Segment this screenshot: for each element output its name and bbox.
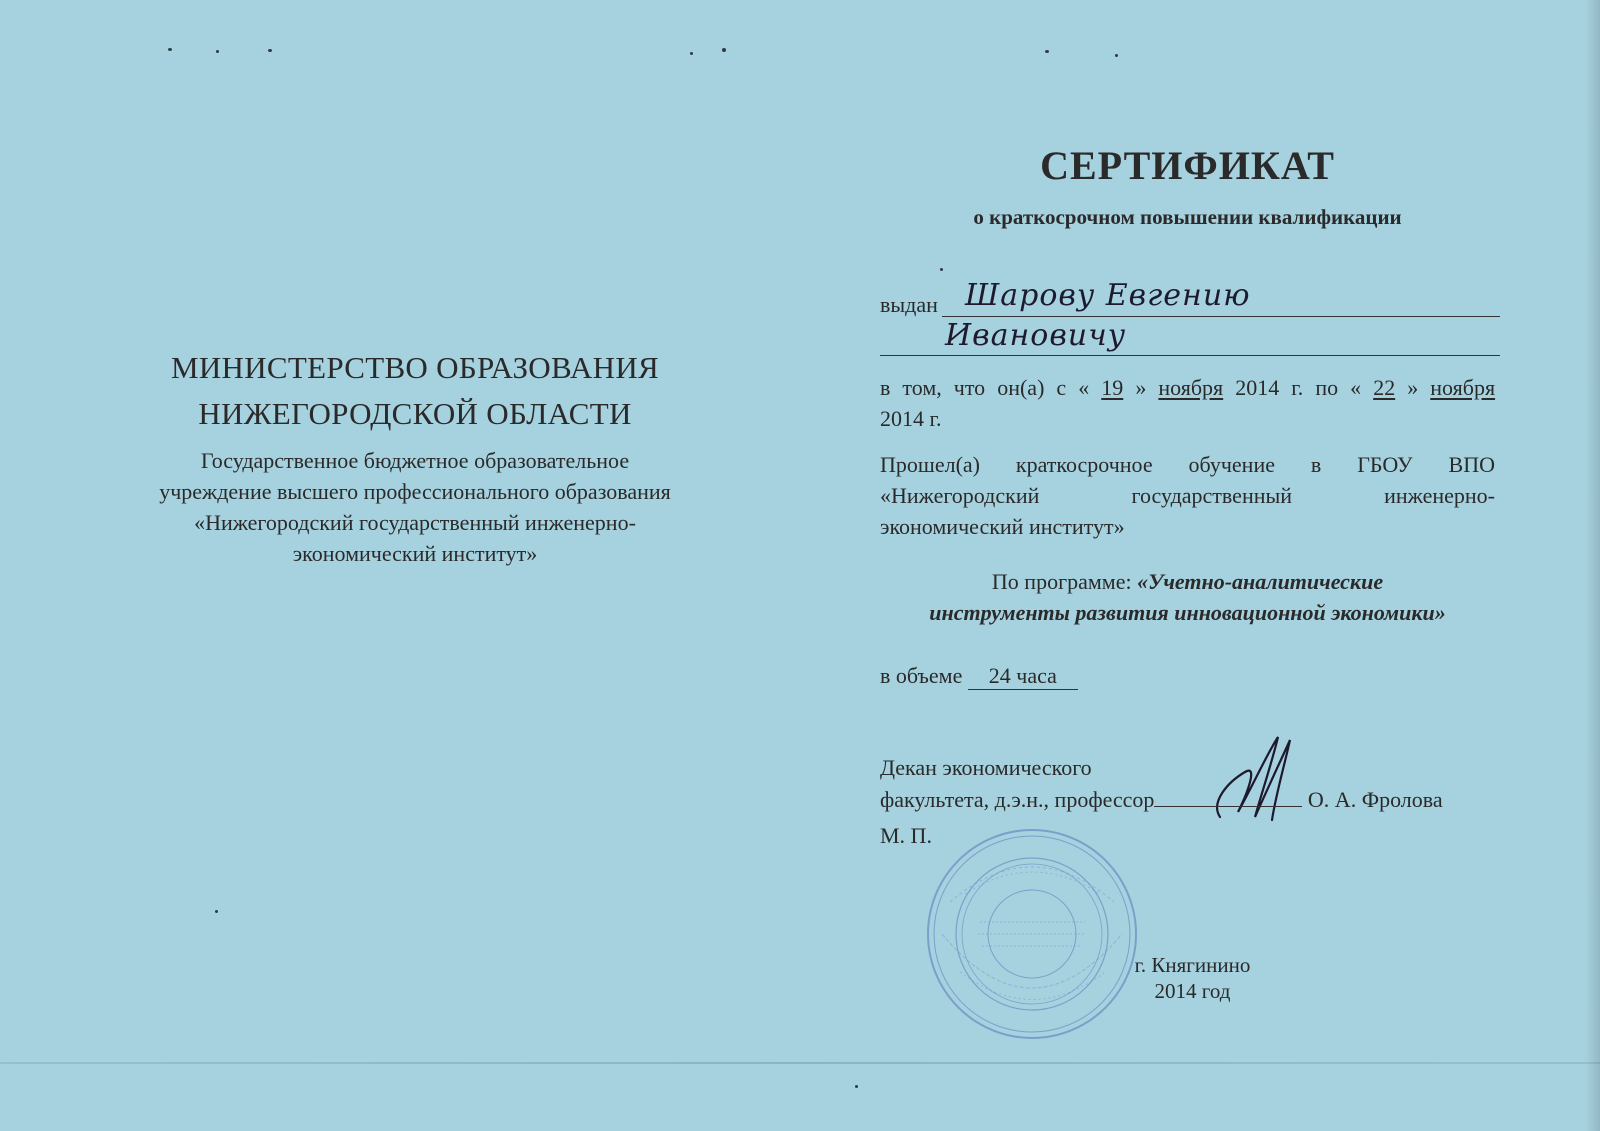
dust-speck [690,52,693,55]
dust-speck [215,910,218,913]
institution-line: «Нижегородский государственный инженерно- [194,510,636,535]
dean-name: О. А. Фролова [1307,787,1443,812]
period-text [880,372,1495,403]
period-mid: 2014 г. по « [1235,375,1362,400]
period-sep: » [1135,375,1147,400]
program-name-part: инструменты развития инновационной экономики» [929,600,1446,625]
volume-row [880,663,1078,690]
place-and-year [1120,952,1265,1004]
stamp-place-label: М. П. [880,823,932,848]
ministry-line: НИЖЕГОРОДСКОЙ ОБЛАСТИ [198,396,632,431]
program-line [880,597,1495,628]
study-line: Прошел(а) краткосрочное обучение в ГБОУ ВПО [880,452,1495,477]
start-day: 19 [1101,375,1124,400]
issued-label: выдан [880,292,938,317]
recipient-underline [880,355,1500,356]
volume-value: 24 часа [968,663,1078,690]
fold-line [0,1062,1600,1064]
program-name-part: «Учетно-аналитические [1137,569,1384,594]
year: 2014 год [1154,979,1231,1003]
signature-line [1154,792,1302,807]
official-seal [920,822,1145,1047]
page-edge-shadow [1586,0,1600,1131]
certificate-title: СЕРТИФИКАТ [1040,143,1335,188]
dean-title-row [880,787,1443,813]
volume-label: в объеме [880,663,963,688]
dust-speck [722,48,726,52]
dean-title-line2: факультета, д.э.н., профессор [880,787,1155,812]
certificate-subtitle: о краткосрочном повышении квалификации [973,205,1402,229]
institution-line: экономический институт» [292,541,538,566]
institution-name [100,445,730,569]
issued-to-row [880,278,1480,320]
recipient-name-line2: Ивановичу [945,318,1127,353]
dust-speck [268,49,272,52]
program-line [880,566,1495,597]
city: г. Княгинино [1134,953,1251,977]
end-month: ноября [1430,375,1496,400]
issuer-block [100,345,730,569]
institution-line: учреждение высшего профессионального образования [159,479,671,504]
dust-speck [1045,50,1049,53]
recipient-name-line1: Шарову Евгению [965,278,1251,313]
dust-speck [216,50,219,53]
dust-speck [168,48,172,51]
study-line: «Нижегородский государственный инженерно- [880,483,1495,508]
end-day: 22 [1373,375,1396,400]
ministry-line: МИНИСТЕРСТВО ОБРАЗОВАНИЯ [170,350,660,385]
start-month: ноября [1158,375,1224,400]
dean-title-line1: Декан экономического [880,755,1092,780]
program-block [880,566,1495,628]
period-prefix: в том, что он(а) с « [880,375,1090,400]
dust-speck [855,1085,858,1088]
dust-speck [940,268,943,271]
ministry-name [100,345,730,437]
period-sep: » [1407,375,1419,400]
recipient-underline [942,316,1500,317]
institution-line: Государственное бюджетное образовательное [200,448,630,473]
study-line: экономический институт» [880,514,1125,539]
program-label: По программе: [991,569,1132,594]
dust-speck [1115,54,1118,57]
period-end-year: 2014 г. [880,406,942,431]
